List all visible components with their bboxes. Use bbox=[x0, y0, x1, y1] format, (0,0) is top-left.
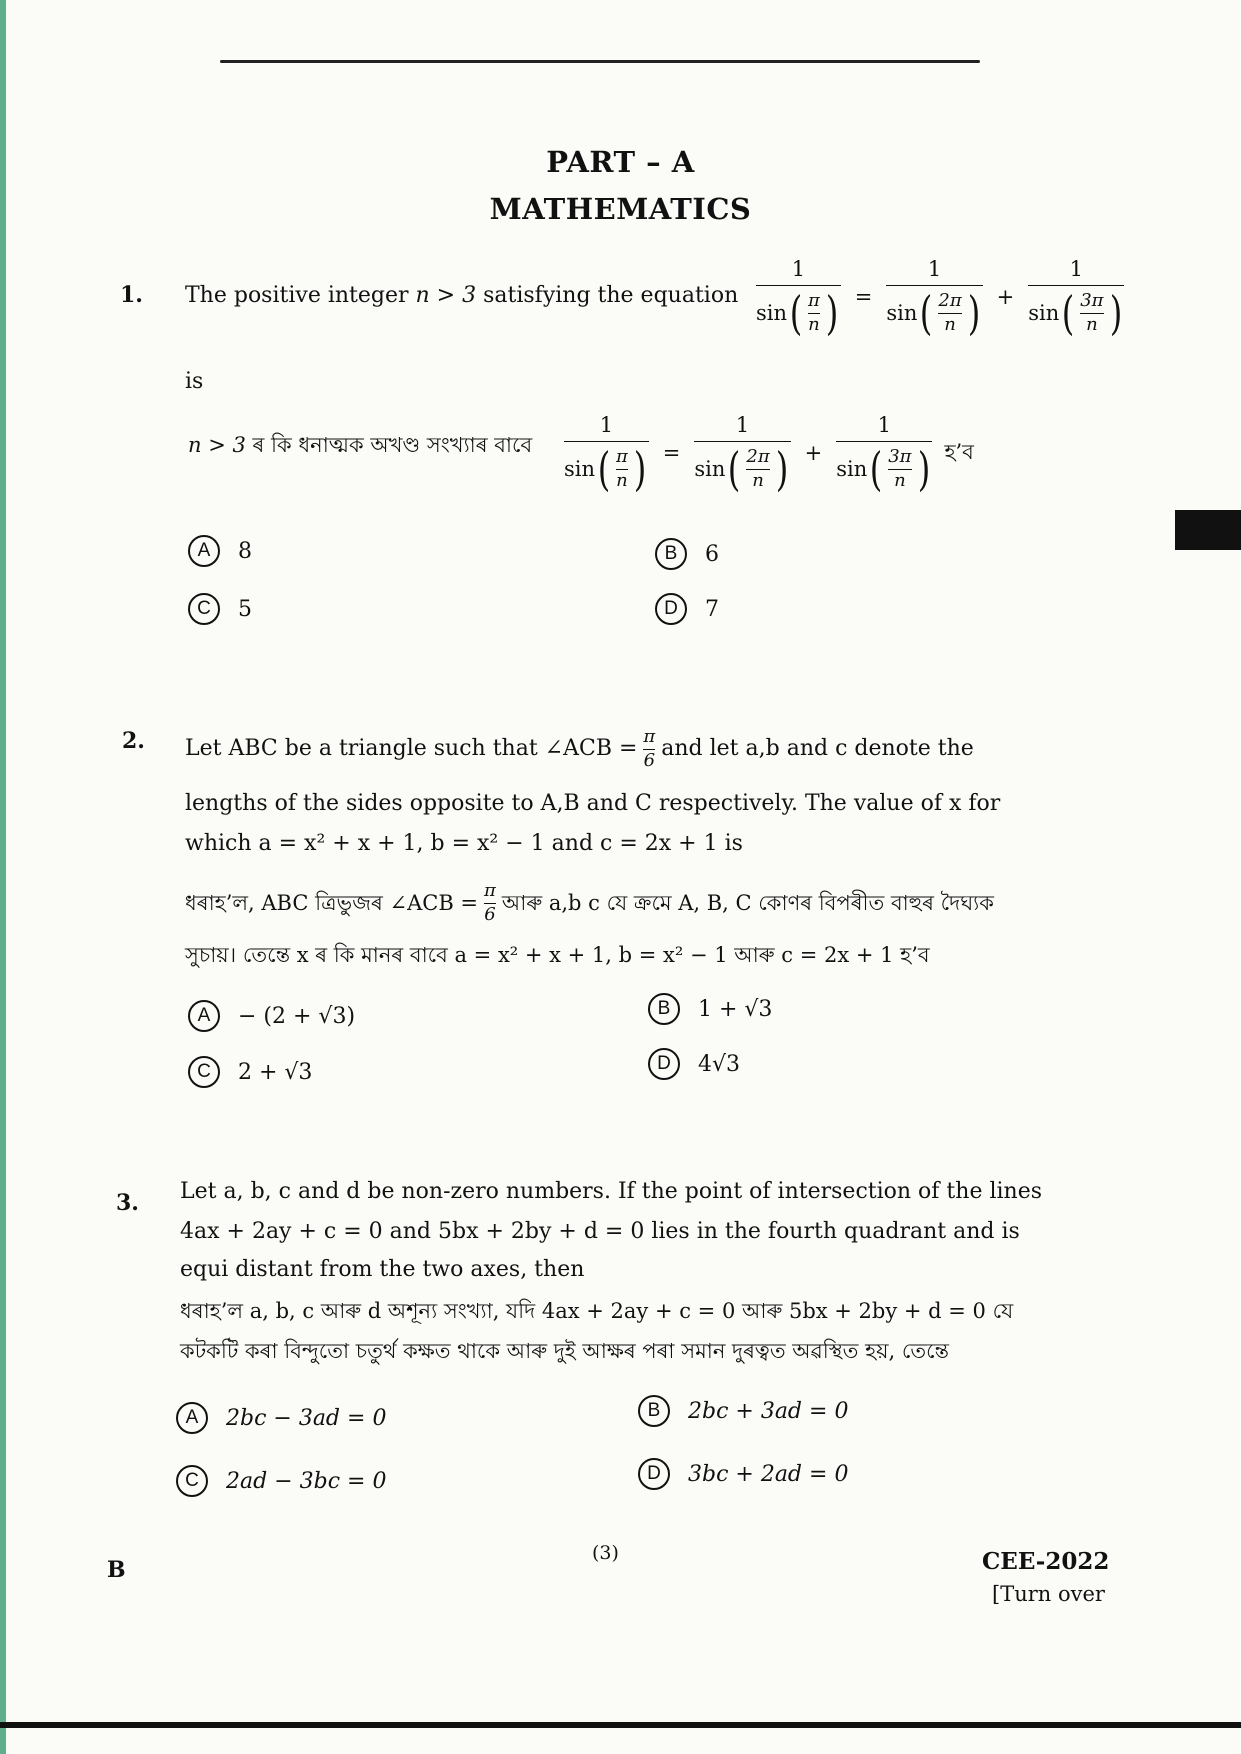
q2-as-line2: সুচায়। তেন্তে x ৰ কি মানৰ বাবে a = x² + x + 1, b = x² − 1 আৰু c = 2x + 1 হ’ব bbox=[185, 943, 930, 967]
q3-option-c[interactable]: C 2ad − 3bc = 0 bbox=[176, 1465, 386, 1497]
option-b-bubble[interactable]: B bbox=[655, 538, 687, 570]
q1-option-b[interactable]: B 6 bbox=[655, 538, 719, 570]
q1-number: 1. bbox=[120, 282, 143, 308]
bottom-rule bbox=[0, 1722, 1241, 1728]
q1-text-as: n > 3 ৰ কি ধনাত্মক অখণ্ড সংখ্যাৰ বাবে bbox=[188, 433, 533, 457]
q1-option-c[interactable]: C 5 bbox=[188, 593, 252, 625]
q1-option-a[interactable]: A 8 bbox=[188, 535, 252, 567]
exam-code: CEE-2022 bbox=[982, 1548, 1110, 1575]
option-a-bubble[interactable]: A bbox=[188, 535, 220, 567]
q1-fraction-2: 1 sin ( 2π n ) bbox=[886, 258, 982, 336]
q1-as-fraction-3: 1 sin ( 3π n ) bbox=[836, 414, 932, 492]
q2-option-d[interactable]: D 4√3 bbox=[648, 1048, 740, 1080]
turn-over: [Turn over bbox=[992, 1582, 1105, 1606]
q3-option-a[interactable]: A 2bc − 3ad = 0 bbox=[176, 1402, 386, 1434]
q1-fraction-3: 1 sin ( 3π n ) bbox=[1028, 258, 1124, 336]
q3-as-line1: ধৰাহ’ল a, b, c আৰু d অশূন্য সংখ্যা, যদি 4ax + 2ay + c = 0 আৰু 5bx + 2by + d = 0 যে bbox=[180, 1299, 1014, 1323]
q2-number: 2. bbox=[122, 728, 145, 754]
q1-as-fraction-2: 1 sin ( 2π n ) bbox=[694, 414, 790, 492]
option-d-bubble[interactable]: D bbox=[655, 593, 687, 625]
q1-is: is bbox=[185, 369, 204, 394]
part-heading: PART – A bbox=[546, 145, 695, 179]
top-rule bbox=[220, 60, 980, 63]
side-tab-mark bbox=[1175, 510, 1241, 550]
q3-as-line2: কটকটি কৰা বিন্দুতো চতুৰ্থ কক্ষত থাকে আৰু দুই আক্ষৰ পৰা সমান দুৰত্বত অৱস্থিত হয়, তেন্তে bbox=[180, 1339, 950, 1363]
q2-line1: Let ABC be a triangle such that ∠ACB = π 6 and let a,b and c denote the bbox=[185, 726, 974, 771]
q2-line2: lengths of the sides opposite to A,B and C respectively. The value of x for bbox=[185, 791, 1001, 816]
q1-text-en: The positive integer n > 3 satisfying the equation bbox=[185, 283, 739, 308]
q2-option-b[interactable]: B 1 + √3 bbox=[648, 993, 772, 1025]
set-label: B bbox=[107, 1557, 126, 1583]
q3-option-d[interactable]: D 3bc + 2ad = 0 bbox=[638, 1458, 848, 1490]
q1-as-fraction-1: 1 sin ( π n ) bbox=[564, 414, 649, 492]
q3-number: 3. bbox=[116, 1190, 139, 1216]
option-d-bubble[interactable]: D bbox=[648, 1048, 680, 1080]
q1-fraction-1: 1 sin ( π n ) bbox=[756, 258, 841, 336]
option-b-bubble[interactable]: B bbox=[638, 1395, 670, 1427]
q3-line1: Let a, b, c and d be non-zero numbers. If the point of intersection of the lines bbox=[180, 1179, 1043, 1204]
option-c-bubble[interactable]: C bbox=[188, 593, 220, 625]
q1-option-d[interactable]: D 7 bbox=[655, 593, 719, 625]
option-a-bubble[interactable]: A bbox=[176, 1402, 208, 1434]
q1-equation-as: 1 sin ( π n ) = 1 sin ( 2π n ) + 1 sin ( 3π n ) হ’ব bbox=[564, 413, 974, 497]
scan-edge bbox=[0, 0, 6, 1754]
option-b-bubble[interactable]: B bbox=[648, 993, 680, 1025]
q2-line3: which a = x² + x + 1, b = x² − 1 and c = 2x + 1 is bbox=[185, 831, 743, 856]
q2-as-line1: ধৰাহ’ল, ABC ত্ৰিভুজৰ ∠ACB = π 6 আৰু a,b c যে ক্ৰমে A, B, C কোণৰ বিপৰীত বাহুৰ দৈঘ্যক bbox=[185, 880, 994, 925]
q3-option-b[interactable]: B 2bc + 3ad = 0 bbox=[638, 1395, 848, 1427]
option-a-bubble[interactable]: A bbox=[188, 1000, 220, 1032]
q2-option-a[interactable]: A − (2 + √3) bbox=[188, 1000, 355, 1032]
option-c-bubble[interactable]: C bbox=[176, 1465, 208, 1497]
q3-line2: 4ax + 2ay + c = 0 and 5bx + 2by + d = 0 lies in the fourth quadrant and is bbox=[180, 1219, 1020, 1244]
subject-heading: MATHEMATICS bbox=[489, 192, 752, 226]
q2-option-c[interactable]: C 2 + √3 bbox=[188, 1056, 312, 1088]
q1-equation-en: 1 sin ( π n ) = 1 sin ( 2π n ) + 1 sin ( 3π n ) bbox=[752, 258, 1128, 336]
page-number: (3) bbox=[592, 1542, 619, 1564]
option-d-bubble[interactable]: D bbox=[638, 1458, 670, 1490]
option-c-bubble[interactable]: C bbox=[188, 1056, 220, 1088]
q3-line3: equi distant from the two axes, then bbox=[180, 1257, 585, 1282]
